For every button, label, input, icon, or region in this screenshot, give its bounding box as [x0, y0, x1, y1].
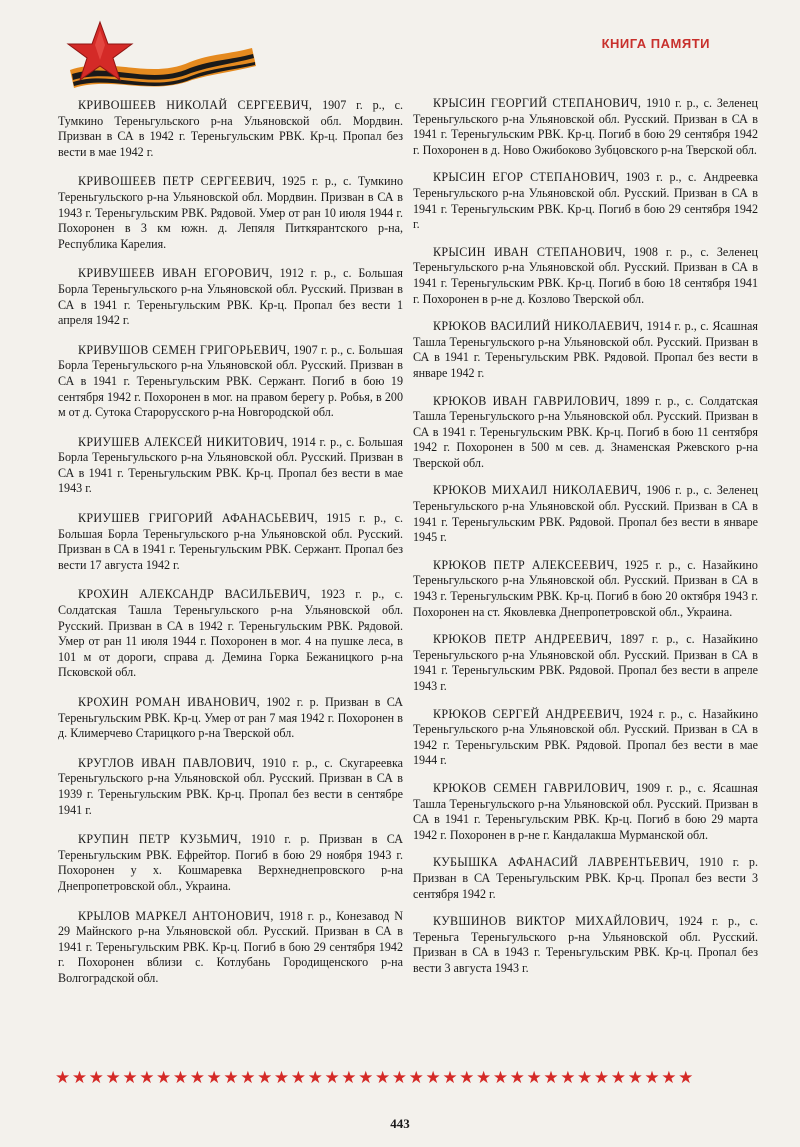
person-name: КРЮКОВ ВАСИЛИЙ НИКОЛАЕВИЧ,: [433, 319, 644, 334]
person-details: 1906 г. р., с. Зеленец Тереньгульского р-на Ульяновской обл. Русский. Призван в СА в 1941 г. Тереньгульским РВК. Рядовой. Пропал без вести в январе 1945 г.: [413, 483, 758, 545]
person-details: 1907 г. р., с. Большая Борла Тереньгульского р-на Ульяновской обл. Русский. Призван в СА в 1941 г. Тереньгульским РВК. Сержант. Погиб в бою 19 сентября 1942 г. Похоронен в мог. на правом берегу р. Робья, в 200 м от д. Сутока Старорусского р-на Новгородской обл.: [58, 342, 403, 420]
person-name: КРЫСИН ЕГОР СТЕПАНОВИЧ,: [433, 170, 619, 185]
memorial-entry: [413, 855, 758, 902]
person-name: КРИУШЕВ АЛЕКСЕЙ НИКИТОВИЧ,: [78, 434, 288, 449]
person-details: 1908 г. р., с. Зеленец Тереньгульского р-на Ульяновской обл. Русский. Призван в СА в 1941 г. Тереньгульским РВК. Кр-ц. Погиб в бою 18 сентября 1941 г. Похоронен в р-не д. Козлово Тверской обл.: [413, 244, 758, 306]
person-details: 1909 г. р., с. Ясашная Ташла Тереньгульского р-на Ульяновской обл. Русский. Призван в СА в 1941 г. Тереньгульским РВК. Кр-ц. Погиб в бою 29 марта 1942 г. Похоронен в р-не г. Кандалакша Мурманской обл.: [413, 780, 758, 842]
person-details: 1902 г. р. Призван в СА Тереньгульским РВК. Кр-ц. Умер от ран 7 мая 1942 г. Похоронен в д. Климерчево Старицкого р-на Тверской обл.: [58, 695, 403, 741]
person-name: КРЮКОВ СЕМЕН ГАВРИЛОВИЧ,: [433, 780, 630, 795]
memorial-entry: [413, 483, 758, 545]
memorial-entry: [413, 558, 758, 620]
memorial-entry: [58, 435, 403, 497]
person-name: КРОХИН РОМАН ИВАНОВИЧ,: [78, 695, 260, 709]
memorial-entry: [58, 98, 403, 160]
red-stars-border-icon: ★★★★★★★★★★★★★★★★★★★★★★★★★★★★★★★★★★★★★★: [55, 1068, 695, 1088]
red-star-ribbon-icon: [60, 18, 260, 98]
person-name: КРИВУШОВ СЕМЕН ГРИГОРЬЕВИЧ,: [78, 342, 291, 357]
memorial-entry: [413, 914, 758, 976]
person-name: КУВШИНОВ ВИКТОР МИХАЙЛОВИЧ,: [433, 914, 669, 929]
memorial-entry: [413, 632, 758, 694]
memorial-entry: [58, 343, 403, 421]
person-details: 1923 г. р., с. Солдатская Ташла Тереньгульского р-на Ульяновской обл. Русский. Призван в СА в 1942 г. Тереньгульским РВК. Рядовой. Умер от ран 11 июля 1944 г. Похоронен в мог. 4 на пушке леса, в 101 м от дороги, справа д. Демина Горка Бежаницкого р-на Псковской обл.: [58, 587, 403, 680]
memorial-entry: [58, 756, 403, 818]
memorial-entry: [58, 909, 403, 987]
person-name: КРИВОШЕЕВ НИКОЛАЙ СЕРГЕЕВИЧ,: [78, 98, 313, 112]
person-details: 1899 г. р., с. Солдатская Ташла Тереньгульского р-на Ульяновской обл. Русский. Призван в СА в 1941 г. Тереньгульским РВК. Кр-ц. Погиб в бою 11 сентября 1942 г. Похоронен в 500 м сев. д. Знаменская Ржевского р-на Тверской обл.: [413, 393, 758, 470]
person-details: 1910 г. р., с. Скугареевка Тереньгульского р-на Ульяновской обл. Русский. Призван в СА в 1939 г. Тереньгульским РВК. Кр-ц. Пропал без вести в сентябре 1941 г.: [58, 755, 404, 817]
person-name: КРЮКОВ МИХАИЛ НИКОЛАЕВИЧ,: [433, 483, 642, 498]
memorial-entry: [58, 266, 403, 328]
memorial-entry: [413, 170, 758, 232]
person-name: КРУГЛОВ ИВАН ПАВЛОВИЧ,: [78, 755, 256, 770]
person-name: КРИВУШЕЕВ ИВАН ЕГОРОВИЧ,: [78, 266, 273, 281]
person-name: КРУПИН ПЕТР КУЗЬМИЧ,: [78, 832, 242, 847]
person-details: 1910 г. р., с. Зеленец Тереньгульского р-на Ульяновской обл. Русский. Призван в СА в 1941 г. Тереньгульским РВК. Кр-ц. Погиб в бою 29 сентября 1942 г. Похоронен в д. Ново Ожибоково Зубцовского р-на Тверской обл.: [413, 96, 758, 157]
memorial-entry: [413, 781, 758, 843]
person-details: 1897 г. р., с. Назайкино Тереньгульского р-на Ульяновской обл. Русский. Призван в СА в 1941 г. Тереньгульским РВК. Рядовой. Пропал без вести в апреле 1943 г.: [413, 632, 758, 693]
memorial-entry: [58, 587, 403, 681]
person-details: 1924 г. р., с. Назайкино Тереньгульского р-на Ульяновской обл. Русский. Призван в СА в 1942 г. Тереньгульским РВК. Рядовой. Пропал без вести в мае 1944 г.: [413, 706, 758, 768]
person-details: 1912 г. р., с. Большая Борла Тереньгульского р-на Ульяновской обл. Русский. Призван в СА в 1941 г. Тереньгульским РВК. Кр-ц. Пропал без вести 1 апреля 1942 г.: [58, 266, 403, 328]
person-name: КРЫЛОВ МАРКЕЛ АНТОНОВИЧ,: [78, 908, 274, 923]
person-name: КРЫСИН ИВАН СТЕПАНОВИЧ,: [433, 244, 626, 259]
page-number: 443: [390, 1116, 410, 1131]
memorial-entry: [413, 245, 758, 307]
person-details: 1925 г. р., с. Назайкино Тереньгульского р-на Ульяновской обл. Русский. Призван в СА в 1943 г. Тереньгульским РВК. Кр-ц. Погиб в бою 20 октября 1943 г. Похоронен на ст. Яковлевка Днепропетровской обл., Украина.: [413, 557, 758, 619]
memorial-entry: [58, 695, 403, 742]
person-name: КРЮКОВ СЕРГЕЙ АНДРЕЕВИЧ,: [433, 706, 624, 721]
person-details: 1915 г. р., с. Большая Борла Тереньгульского р-на Ульяновской обл. Русский. Призван в СА в 1941 г. Тереньгульским РВК. Сержант. Пропал без вести 17 августа 1942 г.: [58, 511, 403, 572]
person-details: 1914 г. р., с. Большая Борла Тереньгульского р-на Ульяновской обл. Русский. Призван в СА в 1941 г. Тереньгульским РВК. Кр-ц. Пропал без вести в мае 1943 г.: [58, 434, 403, 496]
memorial-entry: [58, 832, 403, 894]
person-details: 1918 г. р., Конезавод N 29 Майнского р-на Ульяновской обл. Русский. Призван в СА в 1941 г. Тереньгульским РВК. Кр-ц. Погиб в бою 29 сентября 1942 г. Похоронен вблизи с. Котлубань Городищенского р-на Волгоградской обл.: [58, 908, 403, 985]
person-details: 1907 г. р., с. Тумкино Тереньгульского р-на Ульяновской обл. Мордвин. Призван в СА в 1942 г. Тереньгульским РВК. Кр-ц. Пропал без вести в мае 1942 г.: [58, 98, 403, 159]
left-column: [58, 98, 403, 1001]
memorial-entry: [413, 319, 758, 381]
memorial-entry: [58, 174, 403, 252]
person-name: КРЮКОВ ПЕТР АЛЕКСЕЕВИЧ,: [433, 557, 618, 572]
person-details: 1924 г. р., с. Тереньга Тереньгульского р-на Ульяновской обл. Русский. Призван в СА в 1943 г. Тереньгульским РВК. Кр-ц. Пропал без вести 3 августа 1943 г.: [413, 914, 758, 975]
memorial-entry: [58, 511, 403, 573]
person-name: КРЫСИН ГЕОРГИЙ СТЕПАНОВИЧ,: [433, 96, 642, 110]
person-name: КРОХИН АЛЕКСАНДР ВАСИЛЬЕВИЧ,: [78, 587, 311, 602]
person-details: 1910 г. р. Призван в СА Тереньгульским РВК. Кр-ц. Пропал без вести 3 сентября 1942 г.: [413, 855, 758, 901]
person-name: КРИУШЕВ ГРИГОРИЙ АФАНАСЬЕВИЧ,: [78, 511, 318, 526]
person-name: КРЮКОВ ПЕТР АНДРЕЕВИЧ,: [433, 632, 613, 647]
person-details: 1910 г. р. Призван в СА Тереньгульским РВК. Ефрейтор. Погиб в бою 29 ноября 1943 г. Похоронен у х. Кошмаревка Верхнеднепровского р-на Днепропетровской обл., Украина.: [58, 832, 404, 893]
person-details: 1925 г. р., с. Тумкино Тереньгульского р-на Ульяновской обл. Мордвин. Призван в СА в 1943 г. Тереньгульским РВК. Рядовой. Умер от ран 10 июля 1944 г. Похоронен в 3 км южн. д. Лепяля Питкярантского р-на, Республика Карелия.: [58, 174, 404, 251]
memorial-entry: [413, 707, 758, 769]
right-column: [413, 96, 758, 989]
memorial-entry: [413, 394, 758, 472]
person-name: КУБЫШКА АФАНАСИЙ ЛАВРЕНТЬЕВИЧ,: [433, 855, 690, 870]
person-details: 1903 г. р., с. Андреевка Тереньгульского р-на Ульяновской обл. Русский. Призван в СА в 1941 г. Тереньгульским РВК. Кр-ц. Погиб в бою 29 сентября 1942 г.: [413, 170, 758, 232]
memorial-entry: [413, 96, 758, 158]
person-details: 1914 г. р., с. Ясашная Ташла Тереньгульского р-на Ульяновской обл. Русский. Призван в СА в 1941 г. Тереньгульским РВК. Рядовой. Пропал без вести в январе 1942 г.: [413, 319, 758, 380]
person-name: КРИВОШЕЕВ ПЕТР СЕРГЕЕВИЧ,: [78, 174, 276, 189]
person-name: КРЮКОВ ИВАН ГАВРИЛОВИЧ,: [433, 393, 620, 408]
book-title: КНИГА ПАМЯТИ: [601, 36, 710, 51]
